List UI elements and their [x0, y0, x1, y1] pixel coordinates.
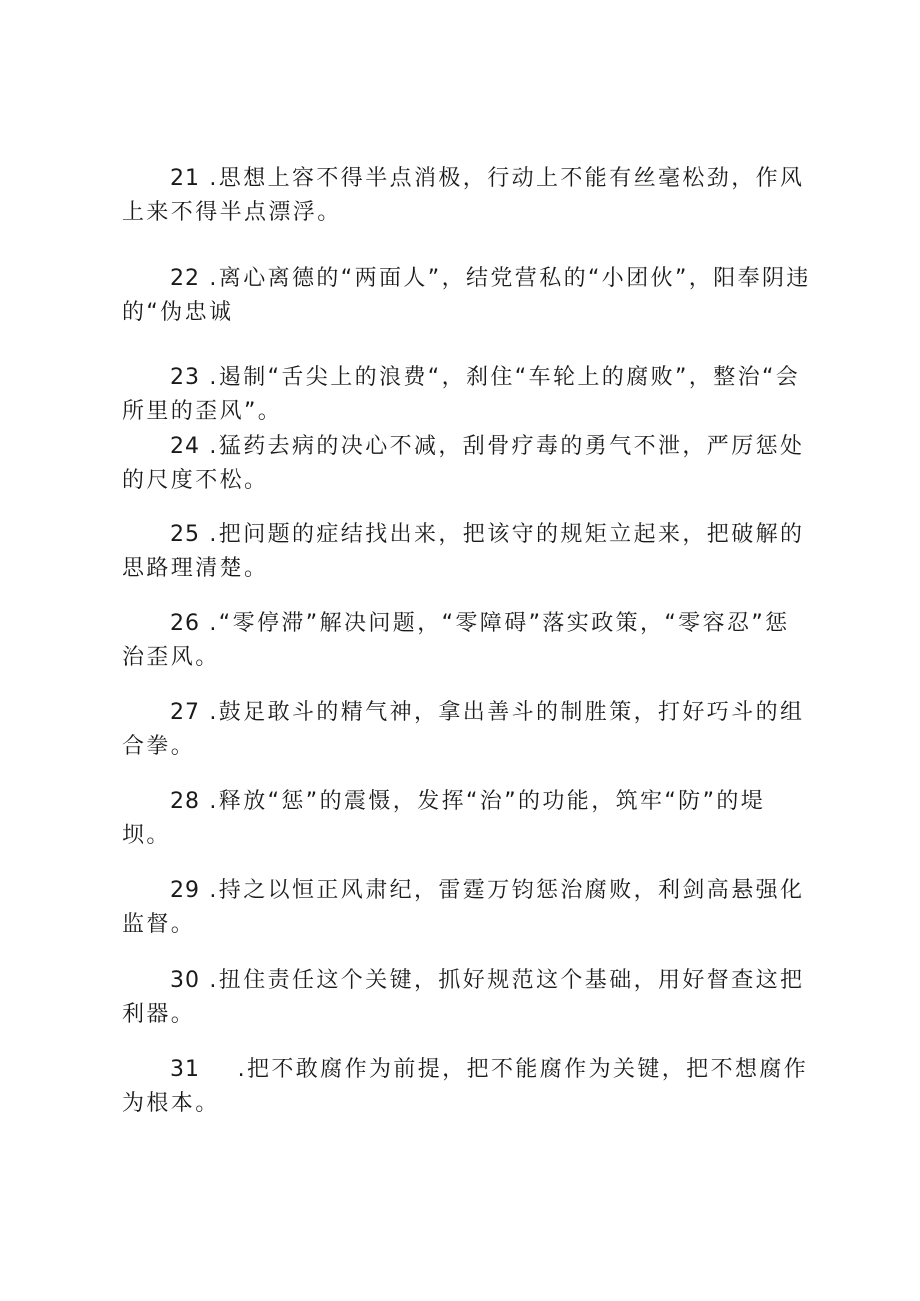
list-item: [122, 518, 812, 586]
item-text: 扭住责任这个关键，抓好规范这个基础，用好督查这把利器。: [122, 968, 805, 1027]
item-separator: .: [200, 166, 219, 191]
item-separator: .: [200, 878, 219, 903]
item-text: 把不敢腐作为前提，把不能腐作为关键，把不想腐作为根本。: [122, 1057, 809, 1116]
item-number: 26: [170, 611, 200, 636]
item-separator: .: [200, 611, 219, 636]
item-number: 27: [170, 700, 200, 725]
list-item: [122, 785, 812, 853]
list-item: [122, 262, 812, 330]
item-number: 24: [170, 434, 200, 459]
item-text: 遏制“舌尖上的浪费“，刹住“车轮上的腐败”，整治“会所里的歪风”。: [122, 365, 801, 424]
item-separator: .: [200, 1057, 247, 1082]
list-item: [122, 162, 812, 230]
item-number: 23: [170, 365, 200, 390]
item-number: 28: [170, 789, 200, 814]
list-item: [122, 430, 812, 498]
item-separator: .: [200, 789, 219, 814]
item-number: 30: [170, 968, 200, 993]
item-text: 离心离德的“两面人”，结党营私的“小团伙”，阳奉阴违的“伪忠诚: [122, 266, 811, 325]
list-item: [122, 607, 812, 675]
item-number: 22: [170, 266, 200, 291]
list-item: [122, 1053, 812, 1121]
item-separator: .: [200, 365, 219, 390]
item-text: 鼓足敢斗的精气神，拿出善斗的制胜策，打好巧斗的组合拳。: [122, 700, 805, 759]
item-number: 31: [170, 1057, 200, 1082]
list-item: [122, 964, 812, 1032]
item-number: 25: [170, 522, 200, 547]
list-item: [122, 874, 812, 942]
item-text: 释放“惩”的震慑，发挥“治”的功能，筑牢“防”的堤坝。: [122, 789, 766, 848]
item-separator: .: [200, 434, 219, 459]
item-separator: .: [200, 522, 219, 547]
list-item: [122, 361, 812, 429]
item-number: 29: [170, 878, 200, 903]
item-separator: .: [200, 266, 219, 291]
item-separator: .: [200, 700, 219, 725]
item-text: 把问题的症结找出来，把该守的规矩立起来，把破解的思路理清楚。: [122, 522, 805, 581]
item-text: “零停滞”解决问题，“零障碍”落实政策，“零容忍”惩治歪风。: [122, 611, 790, 670]
item-number: 21: [170, 166, 200, 191]
item-text: 思想上容不得半点消极，行动上不能有丝毫松劲，作风上来不得半点漂浮。: [122, 166, 805, 225]
item-separator: .: [200, 968, 219, 993]
item-text: 猛药去病的决心不减，刮骨疗毒的勇气不泄，严厉惩处的尺度不松。: [122, 434, 805, 493]
list-item: [122, 696, 812, 764]
item-text: 持之以恒正风肃纪，雷霆万钧惩治腐败，利剑高悬强化监督。: [122, 878, 805, 937]
